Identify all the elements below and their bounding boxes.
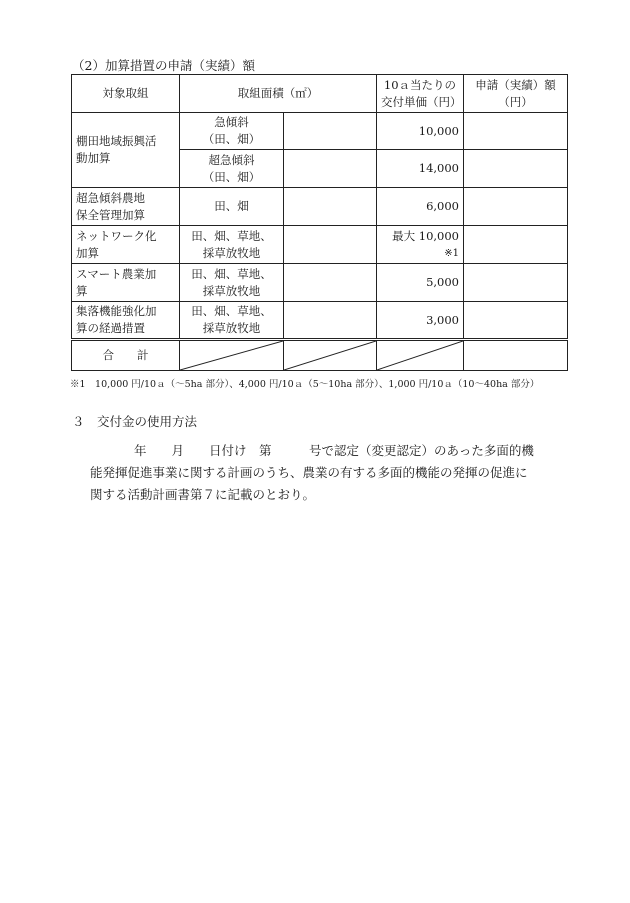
header-unit-price: 10ａ当たりの 交付単価（円） [377, 75, 464, 113]
slash-cell [377, 340, 464, 371]
unit-price-cell: 6,000 [377, 188, 464, 226]
row-sub-steep: 急傾斜 （田、畑） [180, 113, 284, 150]
row-land-type: 田、畑 [180, 188, 284, 226]
table-row [72, 226, 568, 264]
section-heading-usage: ３ 交付金の使用方法 [72, 414, 198, 429]
section-title: （2）加算措置の申請（実績）額 [72, 58, 255, 73]
unit-price-cell: 5,000 [377, 264, 464, 302]
row-name-smart-agri: スマート農業加 算 [72, 264, 180, 302]
unit-price-cell: 最大 10,000 ※1 [377, 226, 464, 264]
row-land-type: 田、畑、草地、 採草放牧地 [180, 302, 284, 340]
row-land-type: 田、畑、草地、 採草放牧地 [180, 226, 284, 264]
usage-paragraph [90, 440, 568, 506]
amount-cell[interactable] [464, 302, 568, 340]
unit-price-cell: 3,000 [377, 302, 464, 340]
area-cell[interactable] [284, 264, 377, 302]
paragraph-line-1: 年 月 日付け 第 号で認定（変更認定）のあった多面的機 [134, 443, 534, 458]
row-land-type: 田、畑、草地、 採草放牧地 [180, 264, 284, 302]
unit-price-cell: 14,000 [377, 150, 464, 188]
header-area: 取組面積（㎡） [180, 75, 377, 113]
slash-cell [180, 340, 284, 371]
total-amount-cell[interactable] [464, 340, 568, 371]
row-name-tanada: 棚田地域振興活 動加算 [72, 113, 180, 188]
paragraph-line-2: 能発揮促進事業に関する計画のうち、農業の有する多面的機能の発揮の促進に [90, 465, 528, 480]
table-row [72, 302, 568, 340]
footnote: ※1 10,000 円/10ａ（～5ha 部分）、4,000 円/10ａ（5～10ha 部分）、1,000 円/10ａ（10～40ha 部分） [70, 379, 540, 390]
row-name-very-steep-conservation: 超急傾斜農地 保全管理加算 [72, 188, 180, 226]
table-row [72, 264, 568, 302]
amount-cell[interactable] [464, 188, 568, 226]
table-row [72, 113, 568, 150]
area-cell[interactable] [284, 150, 377, 188]
area-cell[interactable] [284, 302, 377, 340]
table-row [72, 188, 568, 226]
row-name-village-function: 集落機能強化加 算の経過措置 [72, 302, 180, 340]
amount-cell[interactable] [464, 264, 568, 302]
amount-cell[interactable] [464, 226, 568, 264]
header-applied-amount: 申請（実績）額 （円） [464, 75, 568, 113]
footnote-marker: ※1 [444, 247, 459, 259]
paragraph-line-3: 関する活動計画書第７に記載のとおり。 [90, 487, 316, 502]
unit-price-cell: 10,000 [377, 113, 464, 150]
amount-cell[interactable] [464, 150, 568, 188]
amount-cell[interactable] [464, 113, 568, 150]
area-cell[interactable] [284, 113, 377, 150]
header-target-activity: 対象取組 [72, 75, 180, 113]
slash-cell [284, 340, 377, 371]
area-cell[interactable] [284, 226, 377, 264]
row-name-network: ネットワーク化 加算 [72, 226, 180, 264]
area-cell[interactable] [284, 188, 377, 226]
row-sub-very-steep: 超急傾斜 （田、畑） [180, 150, 284, 188]
table-header-row [72, 75, 568, 113]
application-amount-table [71, 74, 568, 371]
total-row [72, 340, 568, 371]
total-label: 合 計 [72, 340, 180, 371]
